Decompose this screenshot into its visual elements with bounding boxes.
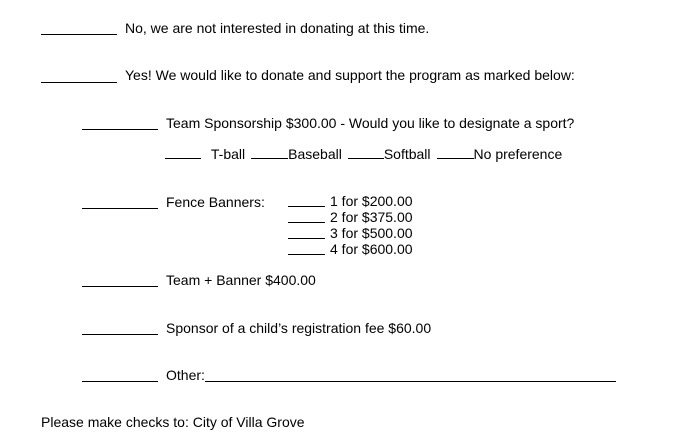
other-write-in-line[interactable]: [205, 381, 616, 382]
team-sponsorship-blank[interactable]: [82, 129, 158, 130]
banner-option-1: 1 for $200.00: [330, 193, 413, 209]
sport-tball: T-ball: [210, 146, 246, 162]
no-preference-blank[interactable]: [437, 146, 474, 159]
tball-blank[interactable]: [165, 146, 201, 159]
yes-donate-blank[interactable]: [41, 82, 117, 83]
banner-option-4: 4 for $600.00: [330, 241, 413, 257]
child-fee-blank[interactable]: [82, 334, 158, 335]
banner-option-3: 3 for $500.00: [330, 225, 413, 241]
banner-option-2-blank[interactable]: [288, 222, 325, 223]
other-label: Other:: [166, 367, 205, 383]
sport-softball: Softball: [383, 146, 431, 162]
softball-blank[interactable]: [348, 146, 384, 159]
banner-option-2: 2 for $375.00: [330, 209, 413, 225]
fence-banners-blank[interactable]: [82, 208, 158, 209]
banner-option-3-blank[interactable]: [288, 238, 325, 239]
team-sponsorship-text: Team Sponsorship $300.00 - Would you like to designate a sport?: [166, 115, 575, 131]
sport-no-preference: No preference: [473, 146, 563, 162]
fence-banners-text: Fence Banners:: [166, 194, 265, 210]
child-fee-text: Sponsor of a child’s registration fee $60.00: [166, 320, 432, 336]
sport-baseball: Baseball: [288, 146, 342, 162]
yes-donate-text: Yes! We would like to donate and support the program as marked below:: [125, 67, 575, 83]
checks-payable-text: Please make checks to: City of Villa Grove: [41, 414, 305, 430]
not-interested-text: No, we are not interested in donating at this time.: [125, 20, 430, 36]
banner-option-1-blank[interactable]: [288, 206, 325, 207]
banner-option-4-blank[interactable]: [288, 254, 325, 255]
not-interested-blank[interactable]: [41, 34, 117, 35]
other-blank[interactable]: [82, 381, 158, 382]
sport-options: [165, 146, 562, 162]
team-banner-blank[interactable]: [82, 286, 158, 287]
team-banner-text: Team + Banner $400.00: [166, 272, 316, 288]
baseball-blank[interactable]: [251, 146, 288, 159]
